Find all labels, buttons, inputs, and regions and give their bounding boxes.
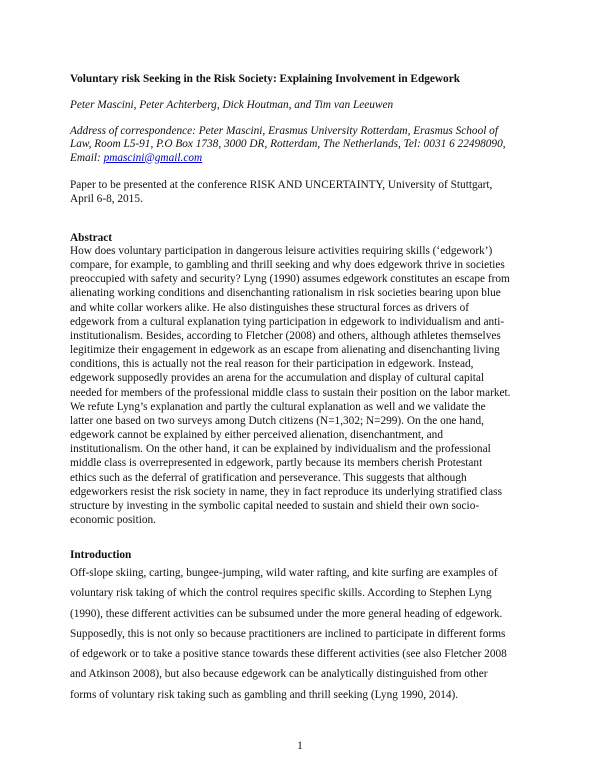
abstract-line: edgework from a cultural explanation tying participation in edgework to individualism and anti- <box>70 315 505 328</box>
abstract-line: preoccupied with safety and security? Lyng (1990) assumes edgework constitutes an escape from <box>70 273 510 286</box>
email-label: Email: <box>70 151 104 164</box>
introduction-heading: Introduction <box>70 549 132 561</box>
abstract-line: economic position. <box>70 513 156 526</box>
introduction-line: forms of voluntary risk taking such as gambling and thrill seeking (Lyng 1990, 2014). <box>70 688 459 701</box>
abstract-line: edgeworkers resist the risk society in name, they in fact reproduce its underlying stratified class <box>70 485 502 498</box>
email-link[interactable]: pmascini@gmail.com <box>103 151 203 164</box>
correspondence-address <box>70 125 535 165</box>
abstract-line: latter one based on two surveys among Dutch citizens (N=1,302; N=299). On the one hand, <box>70 414 485 427</box>
abstract-line: edgework cannot be explained by either perceived alienation, disenchantment, and <box>70 429 443 442</box>
paper-title: Voluntary risk Seeking in the Risk Society: Explaining Involvement in Edgework <box>70 73 461 85</box>
page-number: 1 <box>297 740 303 752</box>
introduction-body <box>70 563 535 705</box>
abstract-line: We refute Lyng’s explanation and partly the cultural explanation as well and we validate the <box>70 400 486 413</box>
introduction-line: voluntary risk taking of which the control requires specific skills. According to Stephen Lyng <box>70 587 492 600</box>
introduction-line: Supposedly, this is not only so because practitioners are inclined to participate in different forms <box>70 627 506 640</box>
email-line <box>70 152 535 165</box>
introduction-line: of edgework or to take a positive stance towards these different activities (see also Fletcher 2008 <box>70 648 507 661</box>
abstract-line: ethics such as the deferral of gratification and perseverance. This suggests that although <box>70 471 467 484</box>
abstract-line: institutionalism. On the other hand, it can be explained by individualism and the professional <box>70 443 491 456</box>
abstract-line: structure by investing in the symbolic capital needed to sustain and shield their own socio- <box>70 499 480 512</box>
abstract-line: alienating working conditions and disenchanting rationalism in risk societies bearing upon blue <box>70 287 501 300</box>
abstract-line: How does voluntary participation in dangerous leisure activities requiring skills (‘edgework’) <box>70 245 493 257</box>
author-list: Peter Mascini, Peter Achterberg, Dick Houtman, and Tim van Leeuwen <box>70 99 394 111</box>
abstract-line: legitimize their engagement in edgework as an escape from alienating and disenchanting living <box>70 344 500 357</box>
introduction-line: and Atkinson 2008), but also because edgework can be analytically distinguished from other <box>70 668 488 681</box>
introduction-line: (1990), these different activities can be subsumed under the more general heading of edgework. <box>70 607 503 620</box>
abstract-heading: Abstract <box>70 232 113 244</box>
abstract-line: compare, for example, to gambling and thrill seeking and why does edgework thrive in societies <box>70 259 505 272</box>
abstract-line: middle class is overrepresented in edgework, partly because its members cherish Protestant <box>70 457 483 470</box>
abstract-line: conditions, this is actually not the real reason for their participation in edgework. Instead, <box>70 358 474 371</box>
abstract-body <box>70 244 535 527</box>
address-line: Address of correspondence: Peter Mascini, Erasmus University Rotterdam, Erasmus School of <box>70 125 498 137</box>
abstract-line: institutionalism. Besides, according to Fletcher (2008) and others, although athletes themselves <box>70 329 501 342</box>
introduction-line: Off-slope skiing, carting, bungee-jumping, wild water rafting, and kite surfing are examples of <box>70 567 498 579</box>
abstract-line: needed for members of the professional middle class to sustain their position on the labor market. <box>70 386 511 399</box>
abstract-line: and white collar workers alike. He also distinguishes these structural forces as drivers of <box>70 301 470 314</box>
abstract-line: edgework supposedly provides an arena for the accumulation and display of cultural capital <box>70 372 485 385</box>
conference-line: Paper to be presented at the conference RISK AND UNCERTAINTY, University of Stuttgart, <box>70 179 493 191</box>
address-line: Law, Room L5-91, P.O Box 1738, 3000 DR, Rotterdam, The Netherlands, Tel: 0031 6 22498090, <box>70 138 506 151</box>
conference-line: April 6-8, 2015. <box>70 192 143 205</box>
conference-note <box>70 179 535 206</box>
